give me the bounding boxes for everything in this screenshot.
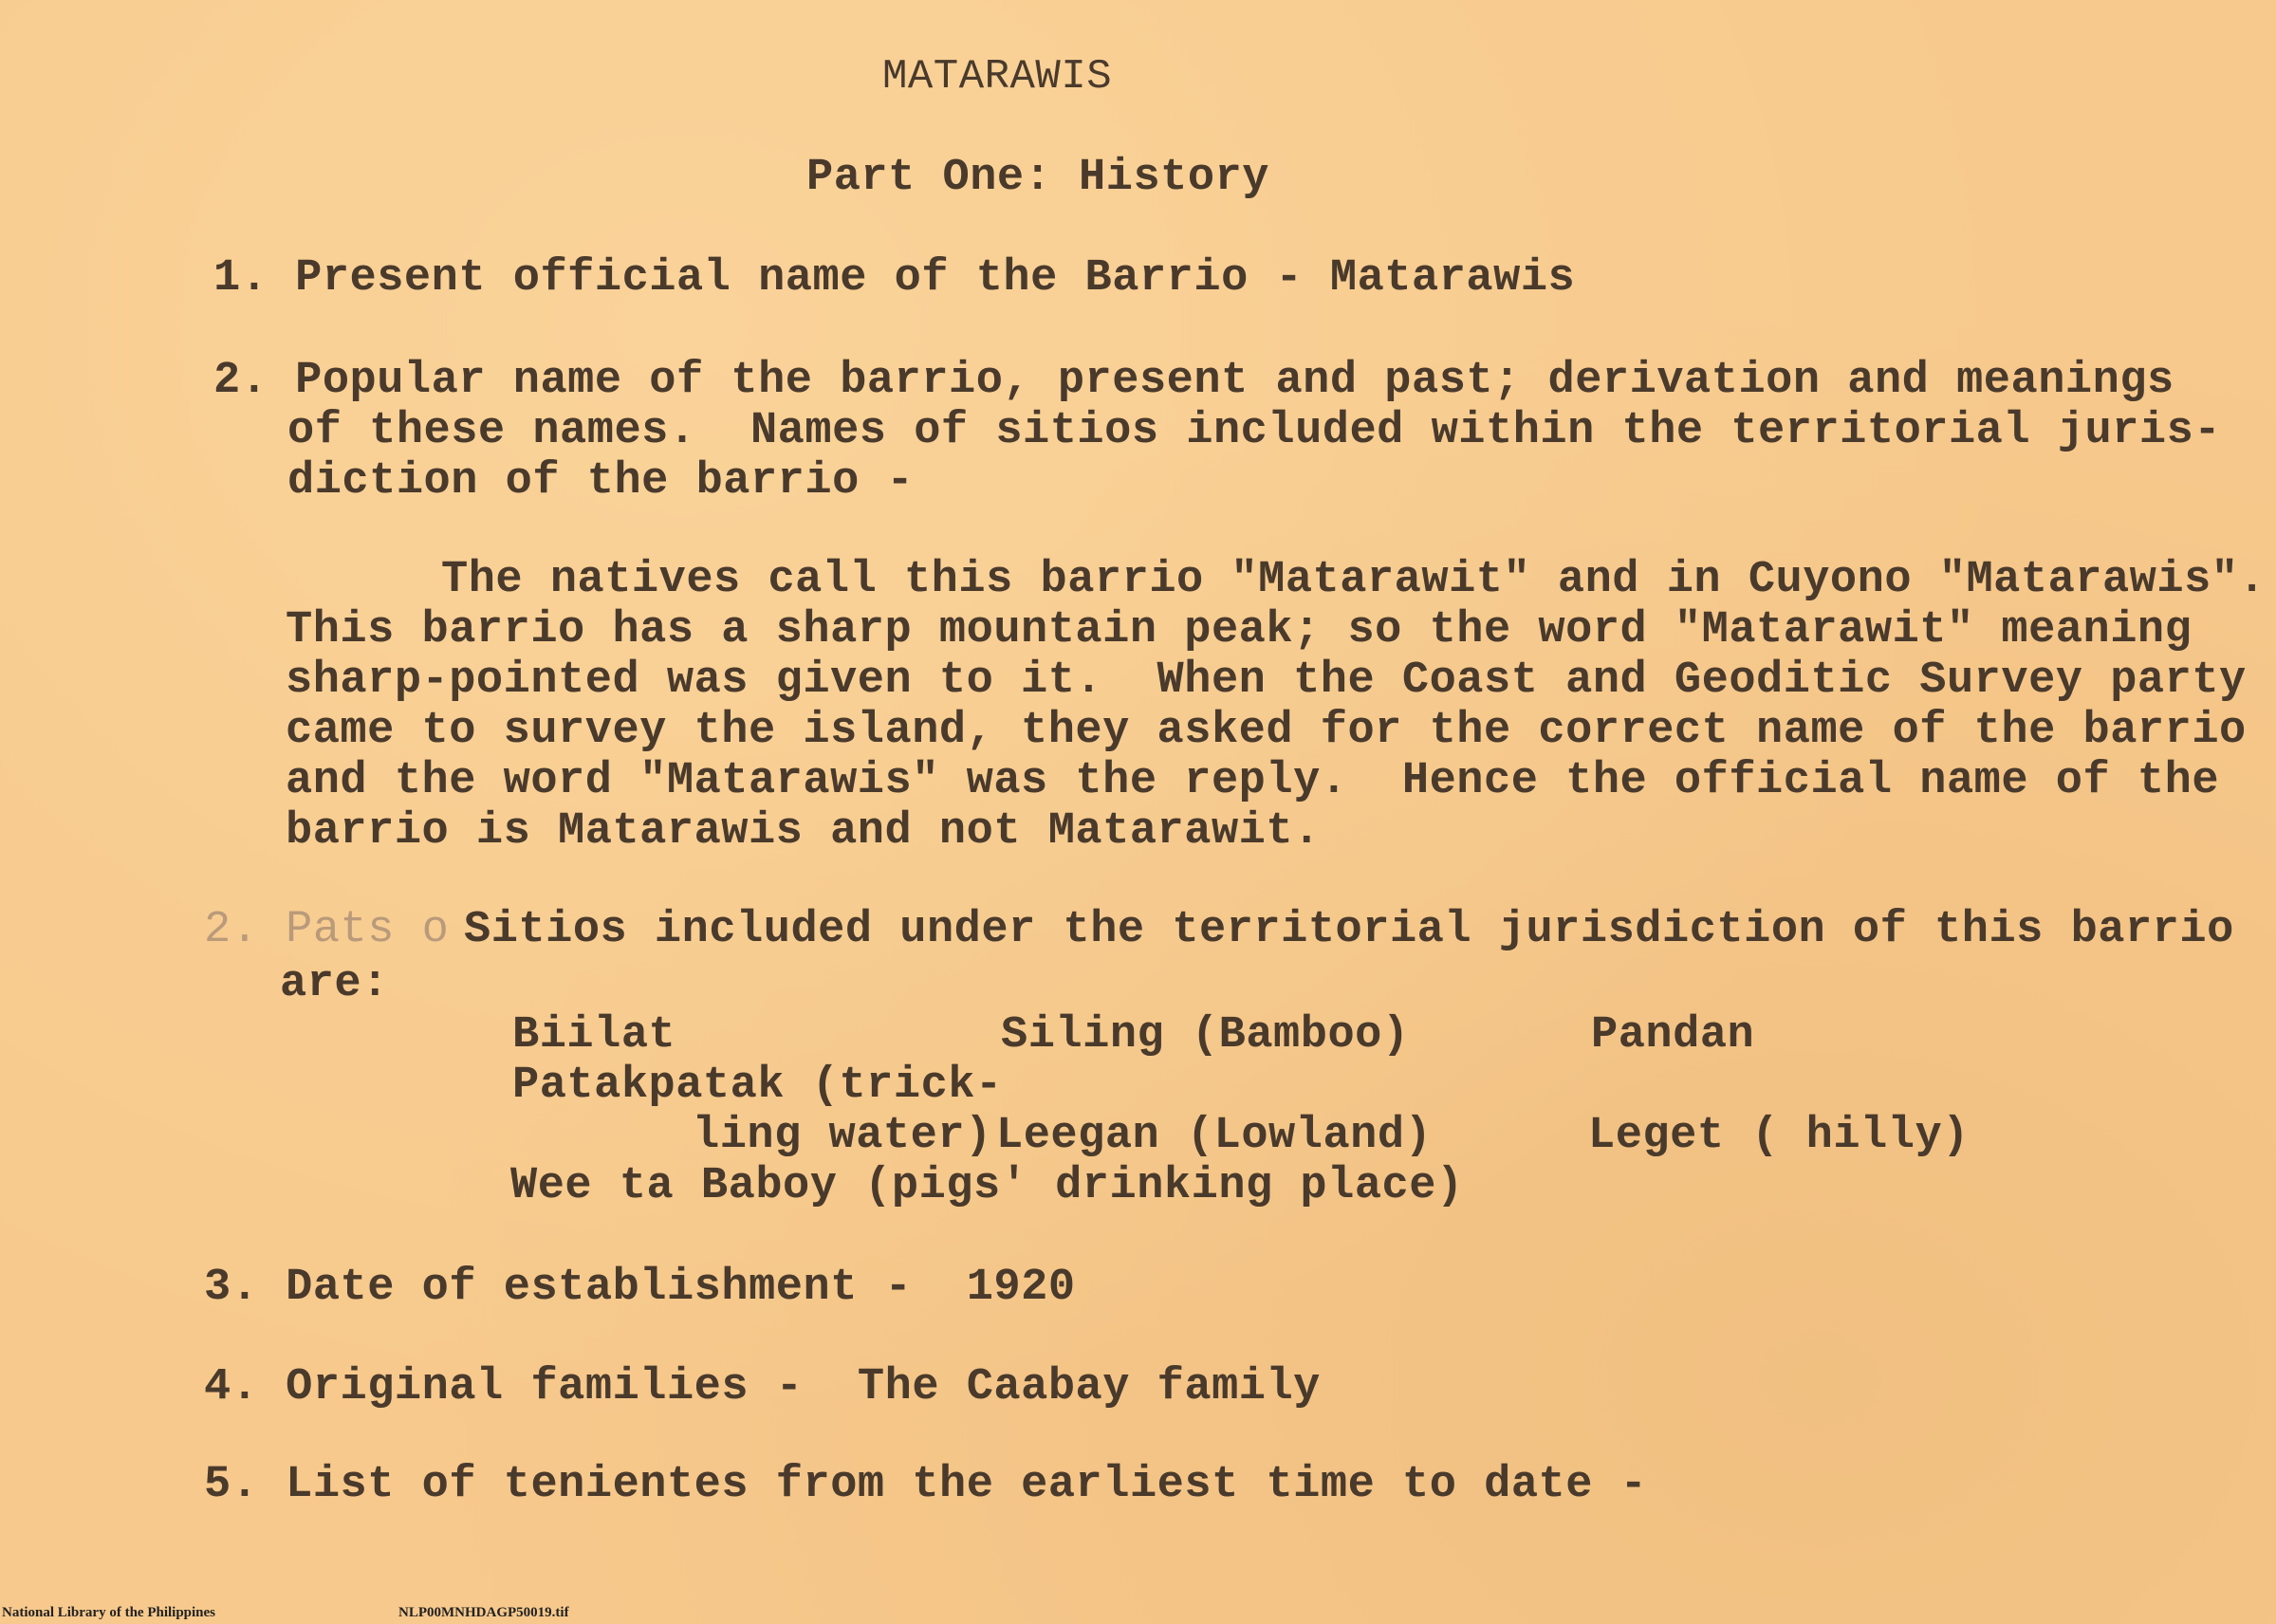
sitio-leegan: Leegan (Lowland): [996, 1111, 1433, 1161]
sitios-faint-prefix: 2. Pats o: [204, 905, 450, 955]
item-1: 1. Present official name of the Barrio - Matarawis: [213, 253, 1576, 304]
paragraph-line-1: The natives call this barrio "Matarawit" and in Cuyono "Matarawis".: [441, 555, 2267, 605]
footer-file-id: NLP00MNHDAGP50019.tif: [398, 1605, 569, 1620]
sitio-wee-ta-baboy: Wee ta Baboy (pigs' drinking place): [510, 1161, 1464, 1211]
sitio-siling: Siling (Bamboo): [1001, 1010, 1410, 1061]
item-2-line-3: diction of the barrio -: [287, 456, 915, 507]
paragraph-line-2: This barrio has a sharp mountain peak; so the word "Matarawit" meaning: [286, 605, 2193, 655]
item-4: 4. Original families - The Caabay family: [204, 1362, 1321, 1412]
paragraph-line-6: barrio is Matarawis and not Matarawit.: [286, 806, 1321, 857]
paragraph-line-3: sharp-pointed was given to it. When the Coast and Geoditic Survey party: [286, 655, 2247, 706]
sitios-intro: Sitios included under the territorial jurisdiction of this barrio: [464, 905, 2234, 955]
document-title: MATARAWIS: [882, 53, 1113, 101]
sitio-pandan: Pandan: [1591, 1010, 1755, 1061]
document-subtitle: Part One: History: [806, 153, 1269, 203]
sitio-biilat: Biilat: [512, 1010, 676, 1061]
item-5: 5. List of tenientes from the earliest time to date -: [204, 1460, 1648, 1510]
sitio-leget: Leget ( hilly): [1588, 1111, 1970, 1161]
sitios-intro-cont: are:: [280, 959, 389, 1009]
item-2-line-1: 2. Popular name of the barrio, present and past; derivation and meanings: [213, 356, 2174, 406]
footer-library: National Library of the Philippines: [2, 1605, 216, 1620]
paragraph-line-4: came to survey the island, they asked for the correct name of the barrio: [286, 706, 2247, 756]
item-2-line-2: of these names. Names of sitios included within the territorial juris-: [287, 406, 2222, 456]
item-3: 3. Date of establishment - 1920: [204, 1263, 1076, 1313]
paragraph-line-5: and the word "Matarawis" was the reply. Hence the official name of the: [286, 756, 2220, 806]
sitio-patakpatak-cont: ling water): [693, 1111, 992, 1161]
sitio-patakpatak: Patakpatak (trick-: [512, 1061, 1003, 1111]
